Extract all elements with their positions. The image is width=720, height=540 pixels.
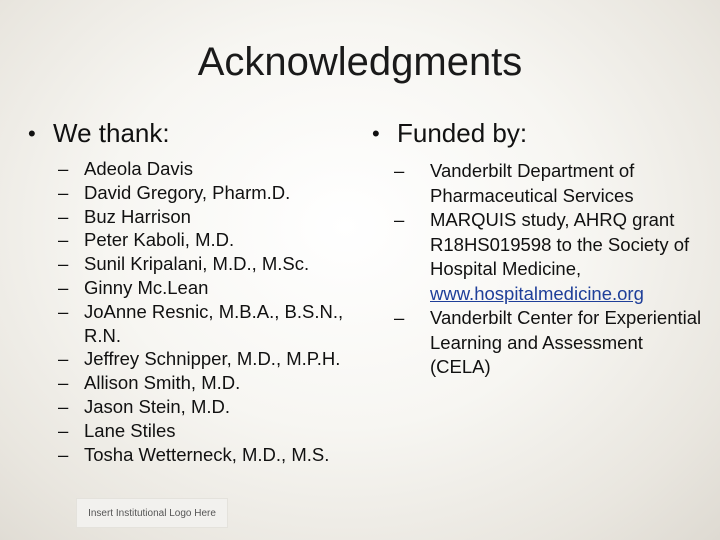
funding-heading [372,118,702,149]
list-item: – Jason Stein, M.D. [58,395,231,417]
list-item: – David Gregory, Pharm.D. [58,181,291,203]
thanks-heading [28,118,368,149]
list-item: – Tosha Wetterneck, M.D., M.S. [58,443,330,465]
dash-icon: – [58,229,69,251]
funding-heading-label: Funded by: [397,118,528,148]
funding-column [372,118,702,380]
dash-icon: – [394,209,405,230]
dash-icon: – [394,307,405,328]
logo-placeholder: Insert Institutional Logo Here [76,498,228,528]
thanks-list [58,157,368,466]
thanks-heading-label: We thank: [53,118,170,148]
dash-icon: – [58,372,69,394]
list-item: – MARQUIS study, AHRQ grant R18HS019598 to the Society of Hospital Medicine, www.hospitalmedicine.org [394,209,690,304]
hospital-medicine-link[interactable]: www.hospitalmedicine.org [430,282,644,304]
dash-icon: – [58,443,69,465]
list-item: – Lane Stiles [58,419,176,441]
dash-icon: – [58,276,69,298]
dash-icon: – [58,395,69,417]
list-item: – Allison Smith, M.D. [58,372,241,394]
dash-icon: – [58,253,69,275]
list-item: – JoAnne Resnic, M.B.A., B.S.N., R.N. [58,300,344,346]
dash-icon: – [58,181,69,203]
list-item: – Vanderbilt Center for Experiential Learning and Assessment (CELA) [394,307,702,377]
bullet-icon: • [372,120,380,146]
dash-icon: – [58,158,69,179]
funding-list [394,159,702,380]
slide-title: Acknowledgments [197,40,523,84]
dash-icon: – [58,205,69,227]
list-item: – Adeola Davis [58,158,194,179]
dash-icon: – [58,348,69,370]
list-item: – Ginny Mc.Lean [58,276,209,298]
dash-icon: – [394,160,405,181]
list-item: – Buz Harrison [58,205,191,227]
list-item: – Jeffrey Schnipper, M.D., M.P.H. [58,348,341,370]
list-item: – Vanderbilt Department of Pharmaceutical Services [394,160,635,206]
list-item: – Peter Kaboli, M.D. [58,229,235,251]
list-item: – Sunil Kripalani, M.D., M.Sc. [58,253,310,275]
bullet-icon: • [28,120,36,146]
dash-icon: – [58,419,69,441]
dash-icon: – [58,300,69,322]
thanks-column [28,118,368,466]
